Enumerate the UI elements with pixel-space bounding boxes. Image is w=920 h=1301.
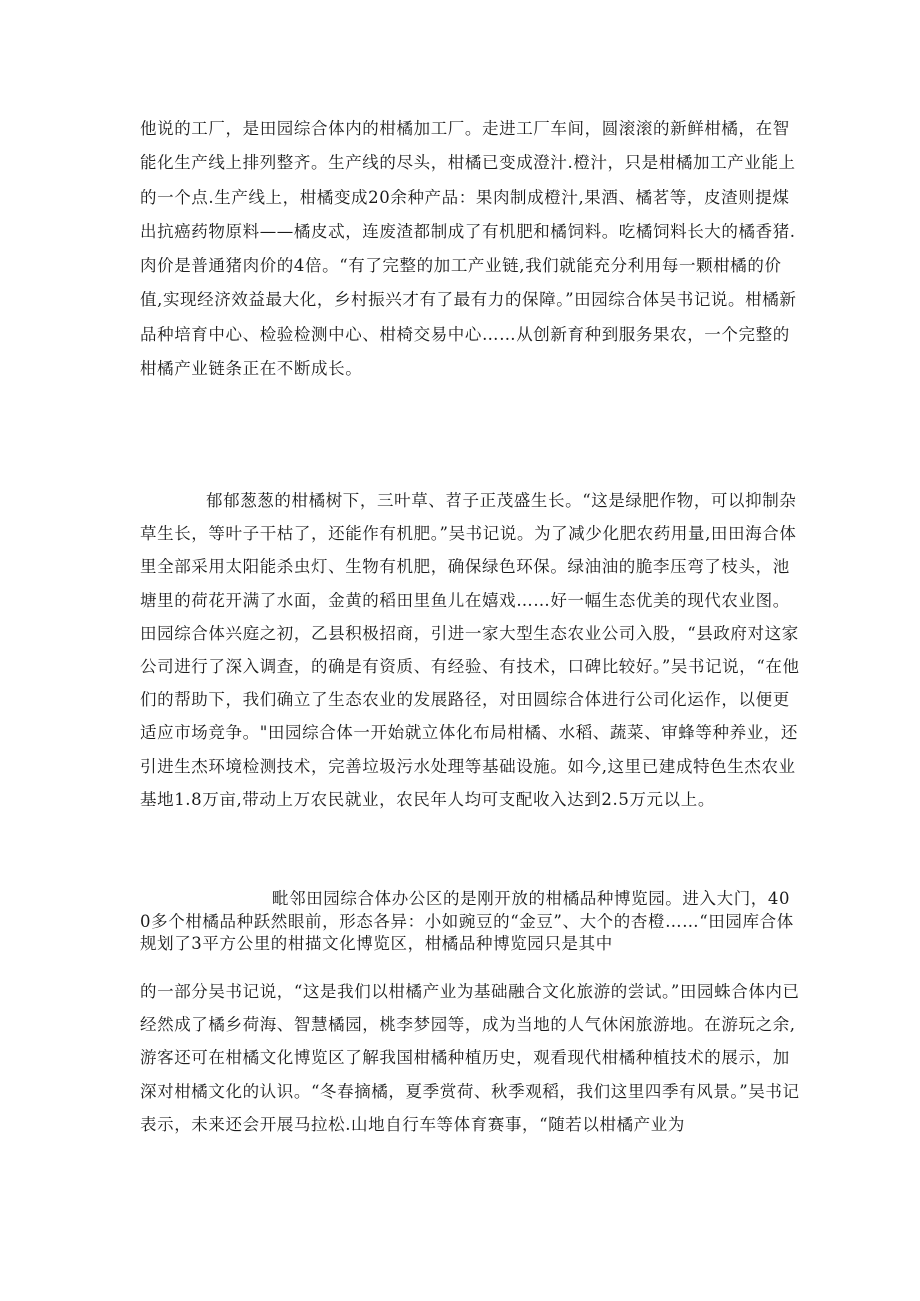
paragraph-ecological-agriculture: 郁郁葱葱的柑橘树下，三叶草、苕子正茂盛生长。“这是绿肥作物，可以抑制杂草生长，等叶子干枯了，还能作有机肥。”吴书记说。为了减少化肥农药用量,田田海合体里全部采用太阳能杀虫灯、生物有机肥，确保绿色环保。绿油油的脆李压弯了枝头，池塘里的荷花开满了水面，金黄的稻田里鱼儿在嬉戏……好一幅生态优美的现代农业图。田园综合体兴庭之初，乙县积极招商，引进一家大型生态农业公司入股，“县政府对这家公司进行了深入调查，的确是有资质、有经验、有技术，口碑比较好。”吴书记说，“在他们的帮助下，我们确立了生态农业的发展路径，对田圆综合体进行公司化运作，以便更适应市场竞争。"田园综合体一开始就立体化布局柑橘、水稻、蔬菜、审蜂等种养业，还引进生杰环境检测技术，完善垃圾污水处理等基础设施。如今,这里已建成特色生杰农业基地1.8万亩,带动上万农民就业，农民年人均可支配收入达到2.5万元以上。 — [140, 491, 800, 809]
paragraph-processing-factory: 他说的工厂，是田园综合体内的柑橘加工厂。走进工厂车间，圆滚滚的新鲜柑橘，在智能化生产线上排列整齐。生产线的尽头，柑橘已变成澄汁.橙汁，只是柑橘加工产业能上的一个点.生产线上，柑橘变成20余种产品：果肉制成橙汁,果酒、橘茗等，皮渣则提煤出抗癌药物原料——橘皮忒，连废渣都制成了有机肥和橘饲料。吃橘饲料长大的橘香猪.肉价是普通猪肉价的4倍。“有了完整的加工产业链,我们就能充分利用每一颗柑橘的价值,实现经济效益最大化，乡村振兴才有了最有力的保障。”田园综合体吴书记说。柑橘新品种培育中心、检验检测中心、柑椅交易中心……从创新育种到服务果农，一个完整的柑橘产业链条正在不断成长。 — [140, 119, 797, 379]
paragraph-variety-expo-garden: 毗邻田园综合体办公区的是刚开放的柑橘品种博览园。进入大门，400多个柑橘品种跃然眼前，形态各异：小如豌豆的“金豆”、大个的杏橙……“田园库合体规划了3平方公里的柑描文化博览区，柑橘品种博览园只是其中 — [140, 889, 794, 953]
paragraph-cultural-tourism: 的一部分吴书记说，“这是我们以柑橘产业为基础融合文化旅游的尝试。”田园蛛合体内已经然成了橘乡荷海、智慧橘园，桃李梦园等，成为当地的人气休闲旅游地。在游玩之余,游客还可在柑橘文化博览区了解我国柑橘种植历史，观看现代柑橘种植技术的展示，加深对柑橘文化的认识。“冬春摘橘，夏季赏荷、秋季观稻，我们这里四季有风景。”吴书记表示，未来还会开展马拉松.山地自行车等体育赛事，“随若以柑橘产业为 — [140, 982, 800, 1134]
